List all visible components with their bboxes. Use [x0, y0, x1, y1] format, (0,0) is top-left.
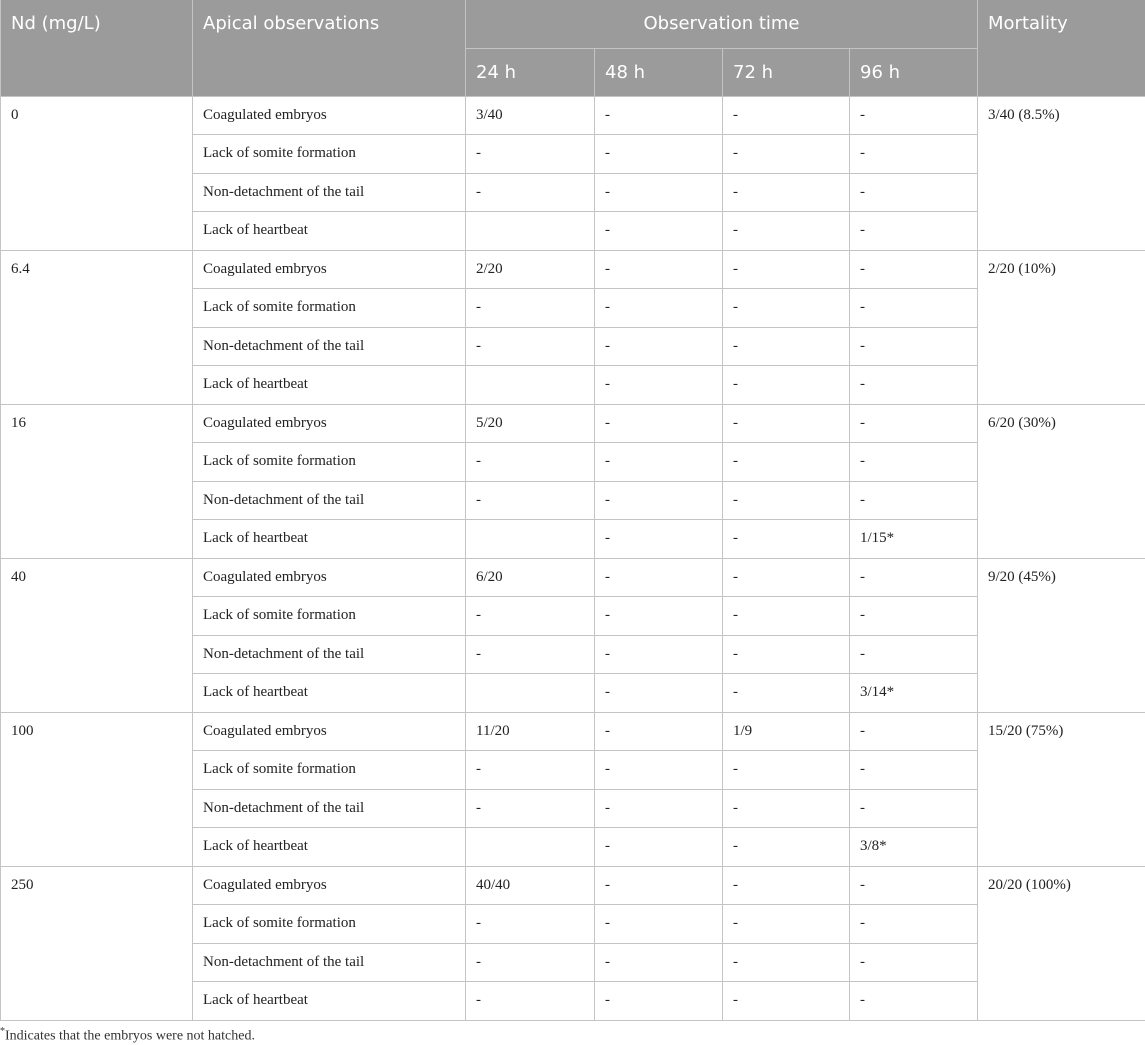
observation-48h-cell: - [595, 96, 723, 135]
observation-72h-cell: - [723, 828, 850, 867]
observation-48h-cell: - [595, 327, 723, 366]
apical-observation-cell: Non-detachment of the tail [193, 789, 466, 828]
header-nd: Nd (mg/L) [1, 0, 193, 96]
observation-24h-cell: 6/20 [466, 558, 595, 597]
apical-observation-cell: Coagulated embryos [193, 250, 466, 289]
observation-96h-cell: - [850, 212, 978, 251]
observation-48h-cell: - [595, 712, 723, 751]
observation-48h-cell: - [595, 751, 723, 790]
apical-observation-cell: Lack of somite formation [193, 597, 466, 636]
observation-96h-cell: - [850, 481, 978, 520]
observation-72h-cell: - [723, 96, 850, 135]
observation-24h-cell [466, 366, 595, 405]
nd-concentration-cell: 0 [1, 96, 193, 250]
header-time-72h: 72 h [723, 48, 850, 96]
observation-24h-cell: 5/20 [466, 404, 595, 443]
apical-observation-cell: Lack of heartbeat [193, 366, 466, 405]
apical-observation-cell: Coagulated embryos [193, 96, 466, 135]
apical-observation-cell: Coagulated embryos [193, 404, 466, 443]
observation-96h-cell: - [850, 250, 978, 289]
observation-96h-cell: - [850, 943, 978, 982]
table-row [1, 404, 1145, 443]
observation-96h-cell: 1/15* [850, 520, 978, 559]
observation-48h-cell: - [595, 443, 723, 482]
observation-96h-cell: - [850, 751, 978, 790]
observation-24h-cell: - [466, 135, 595, 174]
observation-96h-cell: - [850, 635, 978, 674]
observation-24h-cell: - [466, 789, 595, 828]
observation-72h-cell: - [723, 674, 850, 713]
observation-96h-cell: - [850, 289, 978, 328]
observation-24h-cell: - [466, 905, 595, 944]
table-row [1, 250, 1145, 289]
apical-observation-cell: Lack of heartbeat [193, 212, 466, 251]
apical-observation-cell: Non-detachment of the tail [193, 635, 466, 674]
mortality-cell: 3/40 (8.5%) [978, 96, 1145, 250]
observation-48h-cell: - [595, 520, 723, 559]
observation-24h-cell: - [466, 173, 595, 212]
observation-24h-cell: 11/20 [466, 712, 595, 751]
observation-96h-cell: - [850, 443, 978, 482]
apical-observation-cell: Non-detachment of the tail [193, 173, 466, 212]
observation-96h-cell: - [850, 558, 978, 597]
observation-72h-cell: - [723, 751, 850, 790]
observation-96h-cell: - [850, 327, 978, 366]
header-time-96h: 96 h [850, 48, 978, 96]
observation-96h-cell: - [850, 96, 978, 135]
footnote [0, 1026, 255, 1045]
observation-48h-cell: - [595, 943, 723, 982]
apical-observation-cell: Lack of somite formation [193, 905, 466, 944]
header-time-24h: 24 h [466, 48, 595, 96]
header-mortality: Mortality [978, 0, 1145, 96]
observation-96h-cell: 3/8* [850, 828, 978, 867]
observation-96h-cell: - [850, 789, 978, 828]
observation-96h-cell: - [850, 712, 978, 751]
table-header [1, 0, 1145, 96]
apical-observation-cell: Non-detachment of the tail [193, 481, 466, 520]
observation-72h-cell: - [723, 866, 850, 905]
apical-observation-cell: Lack of somite formation [193, 135, 466, 174]
observation-72h-cell: - [723, 404, 850, 443]
observation-24h-cell: - [466, 635, 595, 674]
table-body [1, 96, 1145, 1020]
nd-concentration-cell: 6.4 [1, 250, 193, 404]
observation-48h-cell: - [595, 828, 723, 867]
apical-observation-cell: Non-detachment of the tail [193, 327, 466, 366]
mortality-cell: 2/20 (10%) [978, 250, 1145, 404]
observation-48h-cell: - [595, 635, 723, 674]
observation-48h-cell: - [595, 404, 723, 443]
observation-48h-cell: - [595, 789, 723, 828]
observation-48h-cell: - [595, 982, 723, 1021]
observation-72h-cell: - [723, 212, 850, 251]
apical-observation-cell: Lack of somite formation [193, 751, 466, 790]
table-row [1, 866, 1145, 905]
observation-96h-cell: 3/14* [850, 674, 978, 713]
observation-96h-cell: - [850, 597, 978, 636]
apical-observation-cell: Coagulated embryos [193, 558, 466, 597]
mortality-cell: 6/20 (30%) [978, 404, 1145, 558]
observation-72h-cell: - [723, 327, 850, 366]
observation-48h-cell: - [595, 481, 723, 520]
footnote-marker: * [0, 1026, 5, 1037]
observation-72h-cell: - [723, 520, 850, 559]
observation-72h-cell: - [723, 558, 850, 597]
observation-48h-cell: - [595, 250, 723, 289]
observation-24h-cell: - [466, 443, 595, 482]
apical-observation-cell: Lack of heartbeat [193, 520, 466, 559]
observation-24h-cell: 2/20 [466, 250, 595, 289]
observation-72h-cell: - [723, 289, 850, 328]
observation-24h-cell: - [466, 943, 595, 982]
table-row [1, 558, 1145, 597]
apical-observation-cell: Lack of heartbeat [193, 828, 466, 867]
observation-48h-cell: - [595, 173, 723, 212]
observation-48h-cell: - [595, 597, 723, 636]
observation-48h-cell: - [595, 366, 723, 405]
apical-observation-cell: Lack of heartbeat [193, 982, 466, 1021]
observation-72h-cell: - [723, 173, 850, 212]
observation-72h-cell: - [723, 481, 850, 520]
apical-observation-cell: Coagulated embryos [193, 712, 466, 751]
observation-24h-cell: - [466, 597, 595, 636]
mortality-cell: 20/20 (100%) [978, 866, 1145, 1020]
observation-96h-cell: - [850, 905, 978, 944]
nd-concentration-cell: 250 [1, 866, 193, 1020]
observation-48h-cell: - [595, 905, 723, 944]
observation-48h-cell: - [595, 674, 723, 713]
observation-96h-cell: - [850, 366, 978, 405]
observation-24h-cell [466, 828, 595, 867]
table-row [1, 96, 1145, 135]
observation-24h-cell: - [466, 751, 595, 790]
observation-24h-cell: 40/40 [466, 866, 595, 905]
observation-96h-cell: - [850, 135, 978, 174]
observation-72h-cell: - [723, 366, 850, 405]
observation-96h-cell: - [850, 404, 978, 443]
observation-72h-cell: - [723, 635, 850, 674]
observation-24h-cell [466, 674, 595, 713]
observation-24h-cell: - [466, 327, 595, 366]
observation-48h-cell: - [595, 212, 723, 251]
observation-24h-cell: - [466, 289, 595, 328]
observation-24h-cell [466, 520, 595, 559]
header-time-48h: 48 h [595, 48, 723, 96]
observation-24h-cell: - [466, 982, 595, 1021]
observation-96h-cell: - [850, 982, 978, 1021]
nd-concentration-cell: 16 [1, 404, 193, 558]
observation-72h-cell: 1/9 [723, 712, 850, 751]
observation-72h-cell: - [723, 250, 850, 289]
observation-24h-cell: 3/40 [466, 96, 595, 135]
observation-72h-cell: - [723, 789, 850, 828]
nd-concentration-cell: 100 [1, 712, 193, 866]
observation-96h-cell: - [850, 173, 978, 212]
nd-concentration-cell: 40 [1, 558, 193, 712]
observation-48h-cell: - [595, 135, 723, 174]
apical-observation-cell: Lack of somite formation [193, 289, 466, 328]
observation-48h-cell: - [595, 866, 723, 905]
mortality-cell: 9/20 (45%) [978, 558, 1145, 712]
observation-24h-cell: - [466, 481, 595, 520]
apical-observation-cell: Coagulated embryos [193, 866, 466, 905]
observation-72h-cell: - [723, 943, 850, 982]
observation-72h-cell: - [723, 135, 850, 174]
observation-72h-cell: - [723, 905, 850, 944]
header-observation-time: Observation time [466, 0, 978, 48]
apical-observation-cell: Lack of somite formation [193, 443, 466, 482]
observation-72h-cell: - [723, 982, 850, 1021]
observation-72h-cell: - [723, 443, 850, 482]
observation-96h-cell: - [850, 866, 978, 905]
table-row [1, 712, 1145, 751]
apical-observation-cell: Lack of heartbeat [193, 674, 466, 713]
observation-48h-cell: - [595, 558, 723, 597]
header-apical-observations: Apical observations [193, 0, 466, 96]
footnote-text: Indicates that the embryos were not hatched. [5, 1029, 255, 1044]
mortality-cell: 15/20 (75%) [978, 712, 1145, 866]
observation-72h-cell: - [723, 597, 850, 636]
observation-48h-cell: - [595, 289, 723, 328]
observation-24h-cell [466, 212, 595, 251]
apical-observation-cell: Non-detachment of the tail [193, 943, 466, 982]
